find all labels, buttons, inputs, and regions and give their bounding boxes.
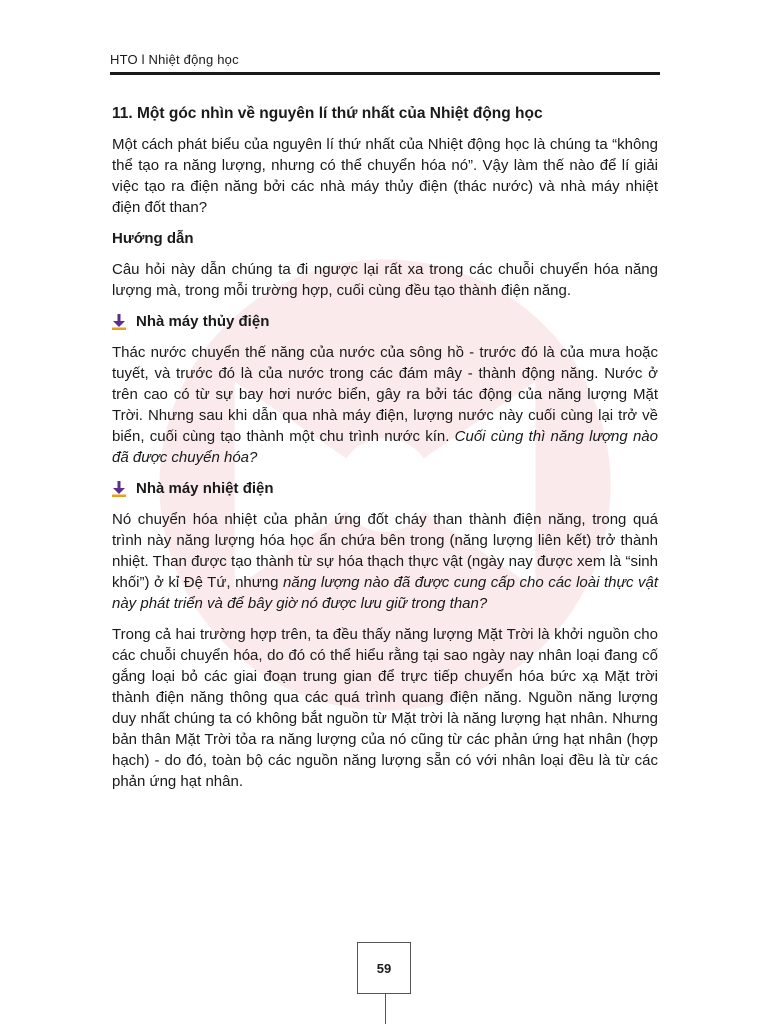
hydro-question: Cuối cùng thì năng lượng nào đã được chuyển hóa? xyxy=(112,428,658,466)
section-title: 11. Một góc nhìn về nguyên lí thứ nhất của Nhiệt động học xyxy=(112,105,543,122)
hydro-heading-label: Nhà máy thủy điện xyxy=(136,313,270,330)
hydro-subheading xyxy=(112,311,658,332)
running-header: HTO l Nhiệt động học xyxy=(110,52,239,67)
thermal-question: năng lượng nào đã được cung cấp cho các loài thực vật này phát triển và để bây giờ nó được lưu giữ trong than? xyxy=(112,574,659,612)
conclusion-paragraph: Trong cả hai trường hợp trên, ta đều thấy năng lượng Mặt Trời là khởi nguồn cho các chuỗi chuyển hóa, do đó có thể hiểu rằng tại sao ngày nay nhân loại đang cố gắng loại bỏ các giai đoạn trung gian để trực tiếp chuyển hóa bức xạ Mặt trời thành điện năng thông qua các quá trình quang điện năng. Nguồn năng lượng duy nhất chúng ta có không bắt nguồn từ Mặt trời là năng lượng hạt nhân. Nhưng bản thân Mặt Trời tỏa ra năng lượng của nó cũng từ các phản ứng hạt nhân (hợp hạch) - do đó, toàn bộ các nguồn năng lượng sẵn có với nhân loại đều là từ các phản ứng hạt nhân. xyxy=(112,626,658,790)
page-number: 59 xyxy=(376,960,392,976)
guide-paragraph: Câu hỏi này dẫn chúng ta đi ngược lại rất xa trong các chuỗi chuyển hóa năng lượng mà, trong mỗi trường hợp, cuối cùng đều tạo thành điện năng. xyxy=(112,261,658,299)
guide-heading: Hướng dẫn xyxy=(112,230,194,247)
thermal-paragraph xyxy=(112,509,658,614)
thermal-subheading xyxy=(112,478,658,499)
page-number-box xyxy=(357,942,411,994)
down-arrow-bullet-icon xyxy=(112,314,126,330)
hydro-paragraph xyxy=(112,342,658,468)
thermal-heading-label: Nhà máy nhiệt điện xyxy=(136,480,274,497)
header-rule xyxy=(110,72,660,75)
intro-paragraph: Một cách phát biểu của nguyên lí thứ nhất của Nhiệt động học là chúng ta “không thể tạo ra năng lượng, nhưng có thể chuyển hóa nó”. Vậy làm thế nào để lí giải việc tạo ra điện năng bởi các nhà máy thủy điện (thác nước) và nhà máy nhiệt điện đốt than? xyxy=(112,136,658,216)
page-content xyxy=(112,103,658,802)
thermal-text: Nó chuyển hóa nhiệt của phản ứng đốt cháy than thành điện năng, trong quá trình này năng lượng hóa học ẩn chứa bên trong (năng lượng liên kết) trở thành nhiệt. Than được tạo thành từ sự hóa thạch thực vật (ngày nay được xem là “sinh khối”) ở kỉ Đệ Tứ, nhưng xyxy=(112,511,658,591)
down-arrow-bullet-icon xyxy=(112,481,126,497)
hydro-text: Thác nước chuyển thế năng của nước của sông hồ - trước đó là của mưa hoặc tuyết, và trước đó là của nước trong các đám mây - thành động năng. Nước ở trên cao có từ sự bay hơi nước biển, gây ra bởi tác động của năng lượng Mặt Trời. Nhưng sau khi dẫn qua nhà máy điện, lượng nước này cuối cùng lại trở về biển, cuối cùng tạo thành một chu trình nước kín. xyxy=(112,344,658,445)
page-number-line xyxy=(385,993,386,1024)
